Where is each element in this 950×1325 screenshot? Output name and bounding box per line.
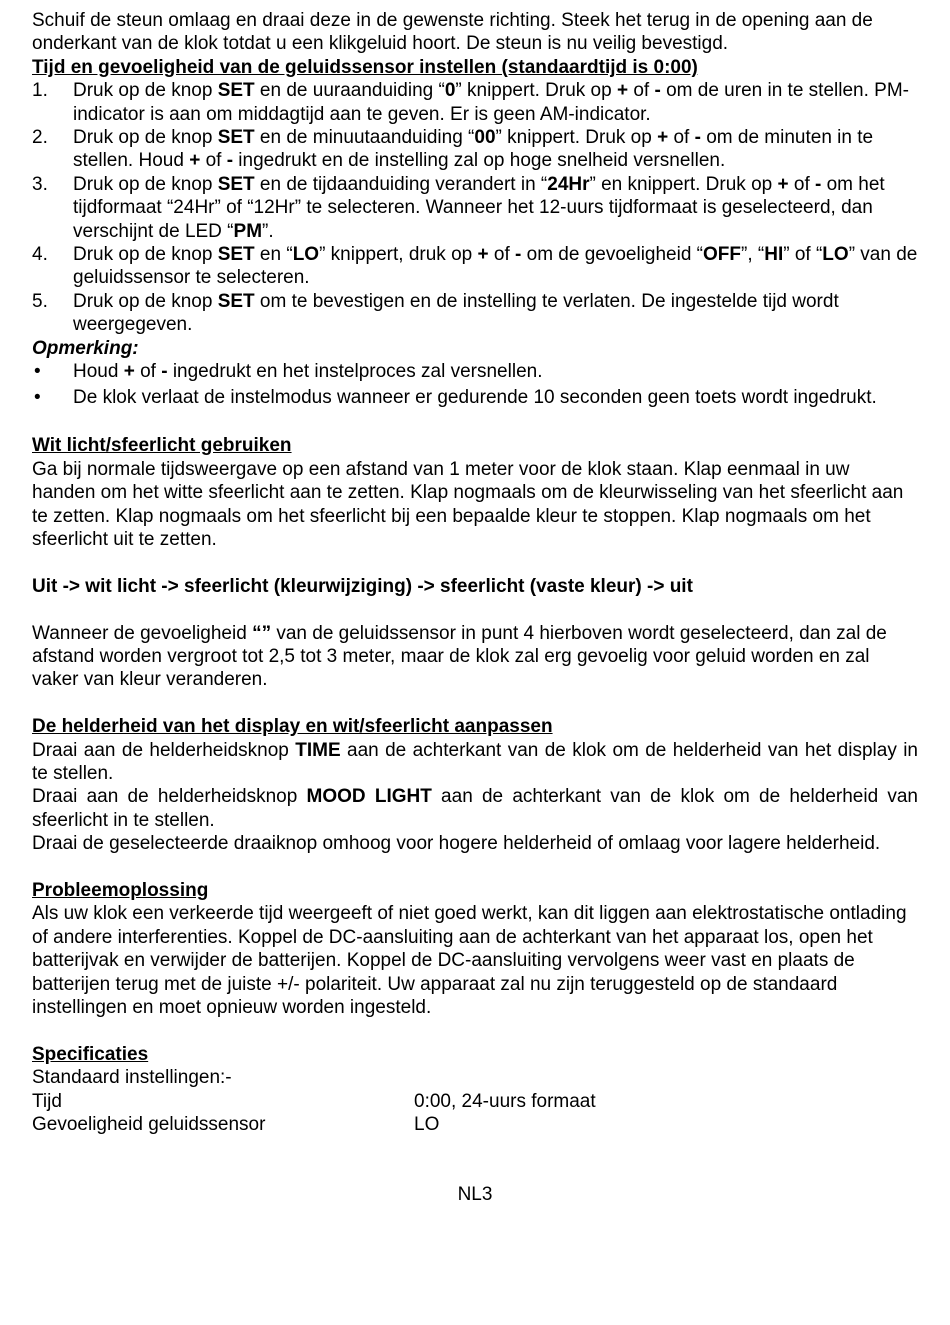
step-item	[32, 243, 918, 290]
emphasis-text: SET	[217, 290, 255, 312]
emphasis-text: SET	[217, 173, 255, 195]
sensitivity-paragraph: Wanneer de gevoeligheid “” van de geluidssensor in punt 4 hierboven wordt geselecteerd, dan zal de afstand worden vergroot tot 2,5 tot 3 meter, maar de klok zal erg gevoelig voor geluid worden en zal vaker van kleur veranderen.	[32, 622, 887, 691]
light-sequence: Uit -> wit licht -> sfeerlicht (kleurwijziging) -> sfeerlicht (vaste kleur) -> uit	[32, 575, 693, 597]
step-item	[32, 173, 918, 243]
spacer	[32, 598, 918, 621]
step-number: 2.	[32, 127, 48, 149]
time-sensor-heading: Tijd en gevoeligheid van de geluidssensor instellen (standaardtijd is 0:00)	[32, 56, 698, 78]
emphasis-text: 0	[444, 80, 456, 102]
emphasis-text: -	[226, 150, 234, 172]
note-list	[32, 360, 918, 409]
light-heading: Wit licht/sfeerlicht gebruiken	[32, 435, 292, 457]
troubleshooting-paragraph: Als uw klok een verkeerde tijd weergeeft of niet goed werkt, kan dit liggen aan elektrostatische ontlading of andere interferenties. Koppel de DC-aansluiting aan de achterkant van het apparaat los, open het batterijvak en verwijder de batterijen. Koppel de DC-aansluiting vervolgens weer vast en plaats de batterijen terug met de juiste +/- polariteit. Uw apparaat zal nu zijn teruggesteld op de standaard instellingen en moet opnieuw worden ingesteld.	[32, 903, 907, 1018]
emphasis-text: -	[515, 244, 522, 266]
spacer	[32, 692, 918, 715]
spec-row	[32, 1090, 918, 1113]
step-number: 3.	[32, 173, 48, 195]
emphasis-text: SET	[217, 127, 255, 149]
spacer	[32, 856, 918, 879]
step-text: Druk op de knop SET en “LO” knippert, druk op + of - om de gevoeligheid “OFF”, “HI” of “LO” van de geluidssensor te selecteren.	[73, 244, 918, 289]
light-paragraph: Ga bij normale tijdsweergave op een afstand van 1 meter voor de klok staan. Klap eenmaal in uw handen om het witte sfeerlicht aan te zetten. Klap nogmaals om de kleurwisseling van het sfeerlicht aan te zetten. Klap nogmaals om het sfeerlicht bij een bepaalde kleur te stoppen. Klap nogmaals om het sfeerlicht uit te zetten.	[32, 458, 904, 550]
brightness-heading: De helderheid van het display en wit/sfeerlicht aanpassen	[32, 716, 553, 738]
emphasis-text: +	[477, 244, 489, 266]
step-item	[32, 79, 918, 126]
spacer	[32, 411, 918, 434]
step-item	[32, 290, 918, 337]
emphasis-text: LO	[822, 244, 849, 266]
brightness-paragraph-moodlight: Draai aan de helderheidsknop MOOD LIGHT aan de achterkant van de klok om de helderheid van sfeerlicht in te stellen.	[32, 786, 918, 831]
emphasis-text: -	[654, 80, 661, 102]
brightness-paragraph-knob: Draai de geselecteerde draaiknop omhoog voor hogere helderheid of omlaag voor lagere helderheid.	[32, 833, 881, 855]
spec-key: Tijd	[32, 1090, 62, 1112]
emphasis-text: 24Hr	[547, 173, 590, 195]
emphasis-text: -	[161, 361, 168, 383]
troubleshooting-heading: Probleemoplossing	[32, 879, 209, 901]
emphasis-text: HI	[764, 244, 784, 266]
specifications-heading: Specificaties	[32, 1043, 149, 1065]
brightness-paragraph-time: Draai aan de helderheidsknop TIME aan de achterkant van de klok om de helderheid van het display in te stellen.	[32, 739, 919, 784]
note-item	[32, 386, 918, 409]
emphasis-text: +	[189, 150, 201, 172]
step-number: 5.	[32, 290, 48, 312]
emphasis-text: TIME	[295, 739, 341, 761]
step-text: Druk op de knop SET en de uuraanduiding “0” knippert. Druk op + of - om de uren in te stellen. PM-indicator is aan om middagtijd aan te geven. Er is geen AM-indicator.	[73, 80, 909, 125]
spacer	[32, 1019, 918, 1042]
emphasis-text: +	[616, 80, 629, 102]
page-number: NL3	[457, 1183, 493, 1205]
note-text: De klok verlaat de instelmodus wanneer er gedurende 10 seconden geen toets wordt ingedrukt.	[73, 386, 877, 408]
note-text: Houd + of - ingedrukt en het instelproces zal versnellen.	[73, 361, 543, 383]
spacer	[32, 1136, 918, 1159]
intro-paragraph: Schuif de steun omlaag en draai deze in de gewenste richting. Steek het terug in de opening aan de onderkant van de klok totdat u een klikgeluid hoort. De steun is nu veilig bevestigd.	[32, 10, 873, 55]
spacer	[32, 551, 918, 574]
emphasis-text: -	[815, 173, 822, 195]
note-title: Opmerking:	[32, 337, 139, 359]
emphasis-text: SET	[217, 80, 255, 102]
note-item	[32, 360, 918, 383]
step-number: 4.	[32, 244, 48, 266]
spec-value: LO	[414, 1114, 440, 1135]
bullet-icon: •	[34, 361, 41, 383]
time-setting-steps	[32, 79, 918, 336]
emphasis-text: LO	[292, 244, 320, 266]
step-text: Druk op de knop SET en de tijdaanduiding verandert in “24Hr” en knippert. Druk op + of - om het tijdformaat “24Hr” of “12Hr” te selecteren. Wanneer het 12-uurs tijdformaat is geselecteerd, dan verschijnt de LED “PM”.	[73, 173, 885, 242]
step-item	[32, 126, 918, 173]
step-number: 1.	[32, 80, 48, 102]
specifications-subtitle: Standaard instellingen:-	[32, 1067, 232, 1089]
spec-row	[32, 1113, 918, 1136]
spec-key: Gevoeligheid geluidssensor	[32, 1114, 266, 1135]
emphasis-text: PM	[233, 220, 263, 242]
emphasis-text: +	[657, 127, 669, 149]
emphasis-text: MOOD LIGHT	[306, 786, 432, 808]
emphasis-text: -	[694, 127, 701, 149]
emphasis-text: 00	[474, 127, 496, 149]
spec-value: 0:00, 24-uurs formaat	[414, 1090, 596, 1112]
emphasis-text: +	[123, 361, 135, 383]
emphasis-text: “”	[252, 622, 272, 644]
emphasis-text: +	[777, 173, 789, 195]
emphasis-text: SET	[217, 244, 255, 266]
step-text: Druk op de knop SET om te bevestigen en de instelling te verlaten. De ingestelde tijd wordt weergegeven.	[73, 290, 839, 336]
step-text: Druk op de knop SET en de minuutaanduiding “00” knippert. Druk op + of - om de minuten in te stellen. Houd + of - ingedrukt en de instelling zal op hoge snelheid versnellen.	[73, 127, 874, 172]
bullet-icon: •	[34, 386, 41, 408]
emphasis-text: OFF	[703, 244, 742, 266]
